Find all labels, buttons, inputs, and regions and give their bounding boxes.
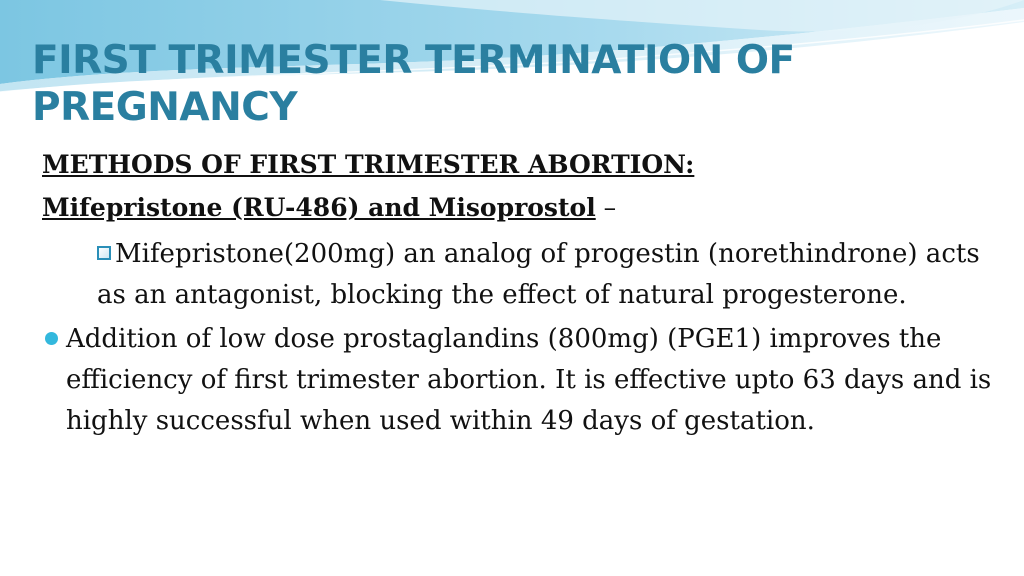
sub-bullet-text: Mifepristone(200mg) an analog of progestin (norethindrone) acts as an antagonist, blocking the effect of natural progesterone.	[97, 239, 980, 310]
subheading	[42, 193, 1002, 223]
slide-body	[42, 150, 1002, 442]
slide-title: FIRST TRIMESTER TERMINATION OF PREGNANCY	[32, 38, 795, 130]
round-bullet-icon	[45, 332, 58, 345]
section-heading: METHODS OF FIRST TRIMESTER ABORTION:	[42, 150, 695, 179]
bullet-item	[42, 319, 1002, 442]
subheading-suffix: –	[595, 193, 617, 222]
checkbox-bullet-icon	[97, 246, 111, 260]
sub-bullet-item	[97, 234, 1002, 316]
bullet-text: Addition of low dose prostaglandins (800mg) (PGE1) improves the efficiency of first trimester abortion. It is effective upto 63 days and is highly successful when used within 49 days of gestation.	[66, 324, 992, 436]
subheading-label: Mifepristone (RU-486) and Misoprostol	[42, 193, 596, 222]
